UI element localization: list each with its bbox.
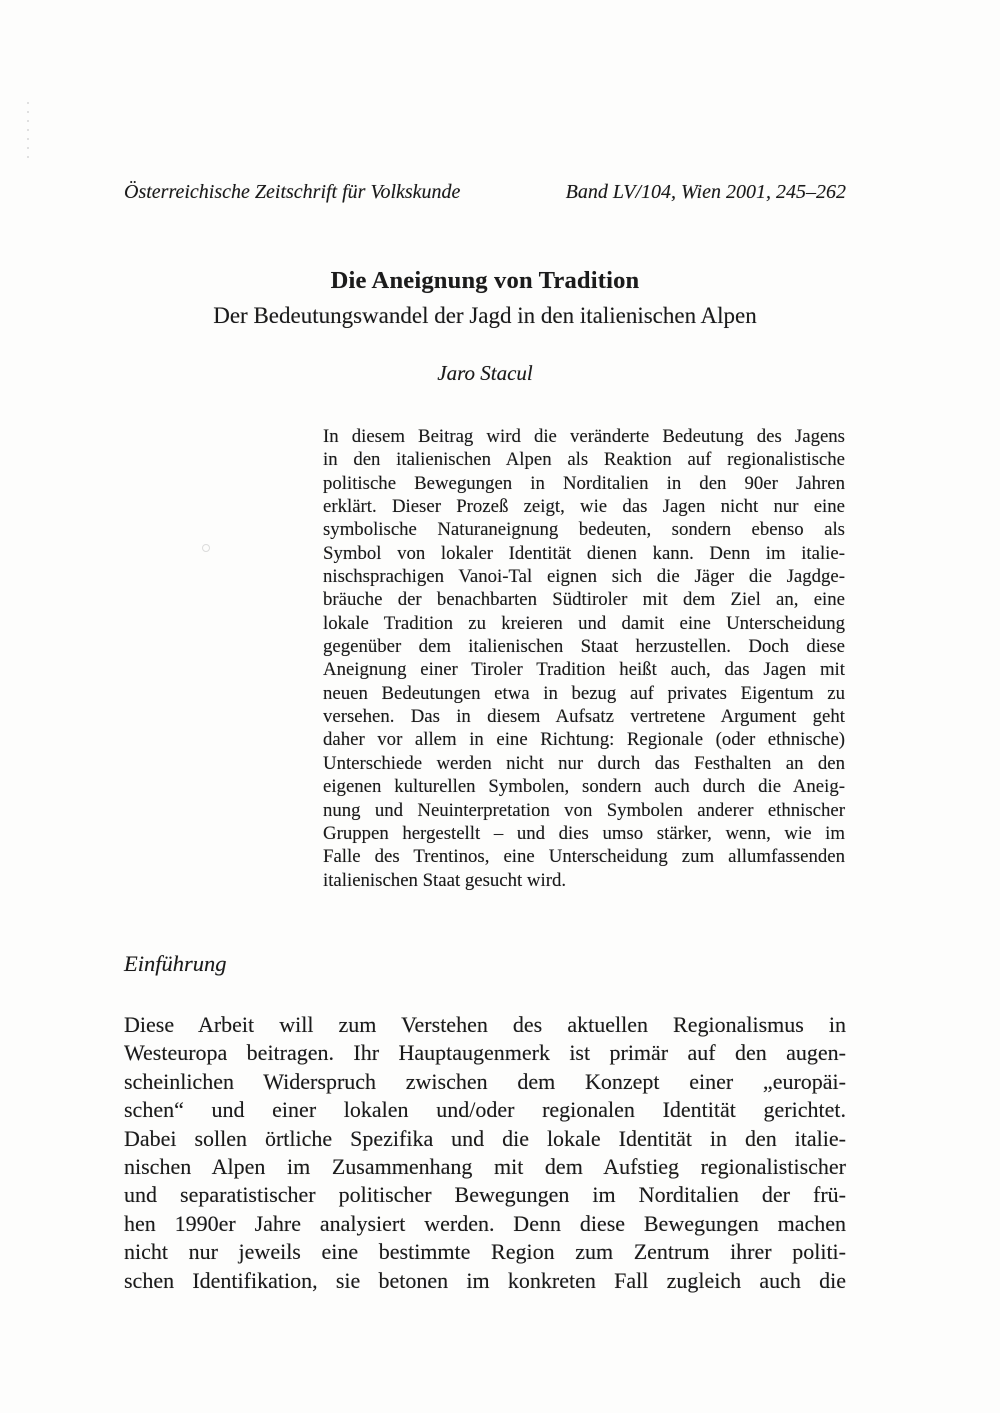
text-line: Unterschiede werden nicht nur durch das Festhalten an den: [323, 752, 845, 774]
text-line: schen Identifikation, sie betonen im konkreten Fall zugleich auch die: [124, 1267, 846, 1293]
scan-speck: [202, 544, 210, 552]
text-line: politische Bewegungen in Norditalien in den 90er Jahren: [323, 472, 845, 494]
text-line: Gruppen hergestellt – und dies umso stärker, wenn, wie im: [323, 822, 845, 844]
text-line: nicht nur jeweils eine bestimmte Region zum Zentrum ihrer politi-: [124, 1239, 846, 1265]
text-line: nischsprachigen Vanoi-Tal eignen sich die Jäger die Jagdge-: [323, 566, 845, 588]
text-line: Symbol von lokaler Identität dienen kann. Denn im italie-: [323, 542, 845, 564]
text-line: hen 1990er Jahre analysiert werden. Denn diese Bewegungen machen: [124, 1210, 846, 1236]
text-line: schen“ und einer lokalen und/oder regionalen Identität gerichtet.: [124, 1097, 846, 1123]
issue-info: Band LV/104, Wien 2001, 245–262: [565, 181, 846, 203]
text-line: Falle des Trentinos, eine Unterscheidung zum allumfassenden: [323, 846, 845, 868]
text-line: Westeuropa beitragen. Ihr Hauptaugenmerk ist primär auf den augen-: [124, 1040, 846, 1066]
text-line: scheinlichen Widerspruch zwischen dem Konzept einer „europäi-: [124, 1068, 846, 1094]
article-subtitle: Der Bedeutungswandel der Jagd in den italienischen Alpen: [213, 303, 757, 328]
scan-artifact-dots: [27, 102, 29, 164]
text-line: und separatistischer politischer Bewegungen im Norditalien der frü-: [124, 1182, 846, 1208]
text-line: daher vor allem in eine Richtung: Regionale (oder ethnische): [323, 729, 845, 751]
text-line: neuen Bedeutungen etwa in bezug auf privates Eigentum zu: [323, 682, 845, 704]
text-line: Dabei sollen örtliche Spezifika und die lokale Identität in den italie-: [124, 1125, 846, 1151]
journal-name: Österreichische Zeitschrift für Volkskunde: [124, 181, 461, 203]
abstract-block: [323, 425, 845, 892]
text-line: symbolische Naturaneignung bedeuten, sondern ebenso als: [323, 519, 845, 541]
text-line: In diesem Beitrag wird die veränderte Bedeutung des Jagens: [323, 426, 845, 447]
text-line: Diese Arbeit will zum Verstehen des aktuellen Regionalismus in: [124, 1012, 846, 1037]
text-line: gegenüber dem italienischen Staat herzustellen. Doch diese: [323, 636, 845, 658]
text-line: lokale Tradition zu kreieren und damit eine Unterscheidung: [323, 612, 845, 634]
text-line: nischen Alpen im Zusammenhang mit dem Aufstieg regionalistischer: [124, 1154, 846, 1180]
text-line: nung und Neuinterpretation von Symbolen anderer ethnischer: [323, 799, 845, 821]
text-line: versehen. Das in diesem Aufsatz vertretene Argument geht: [323, 706, 845, 728]
section-heading-einfuehrung: Einführung: [124, 951, 227, 976]
text-line: erklärt. Dieser Prozeß zeigt, wie das Jagen nicht nur eine: [323, 496, 845, 518]
text-line: italienischen Staat gesucht wird.: [323, 869, 567, 891]
text-line: in den italienischen Alpen als Reaktion auf regionalistische: [323, 449, 845, 471]
text-line: bräuche der benachbarten Südtiroler mit dem Ziel an, eine: [323, 589, 845, 611]
body-paragraph: [124, 1011, 846, 1295]
article-author: Jaro Stacul: [437, 361, 533, 385]
text-line: Aneignung einer Tiroler Tradition heißt auch, das Jagen mit: [323, 659, 845, 681]
journal-header: [124, 180, 846, 204]
text-line: eigenen kulturellen Symbolen, sondern auch durch die Aneig-: [323, 776, 845, 798]
article-title: Die Aneignung von Tradition: [330, 267, 640, 294]
